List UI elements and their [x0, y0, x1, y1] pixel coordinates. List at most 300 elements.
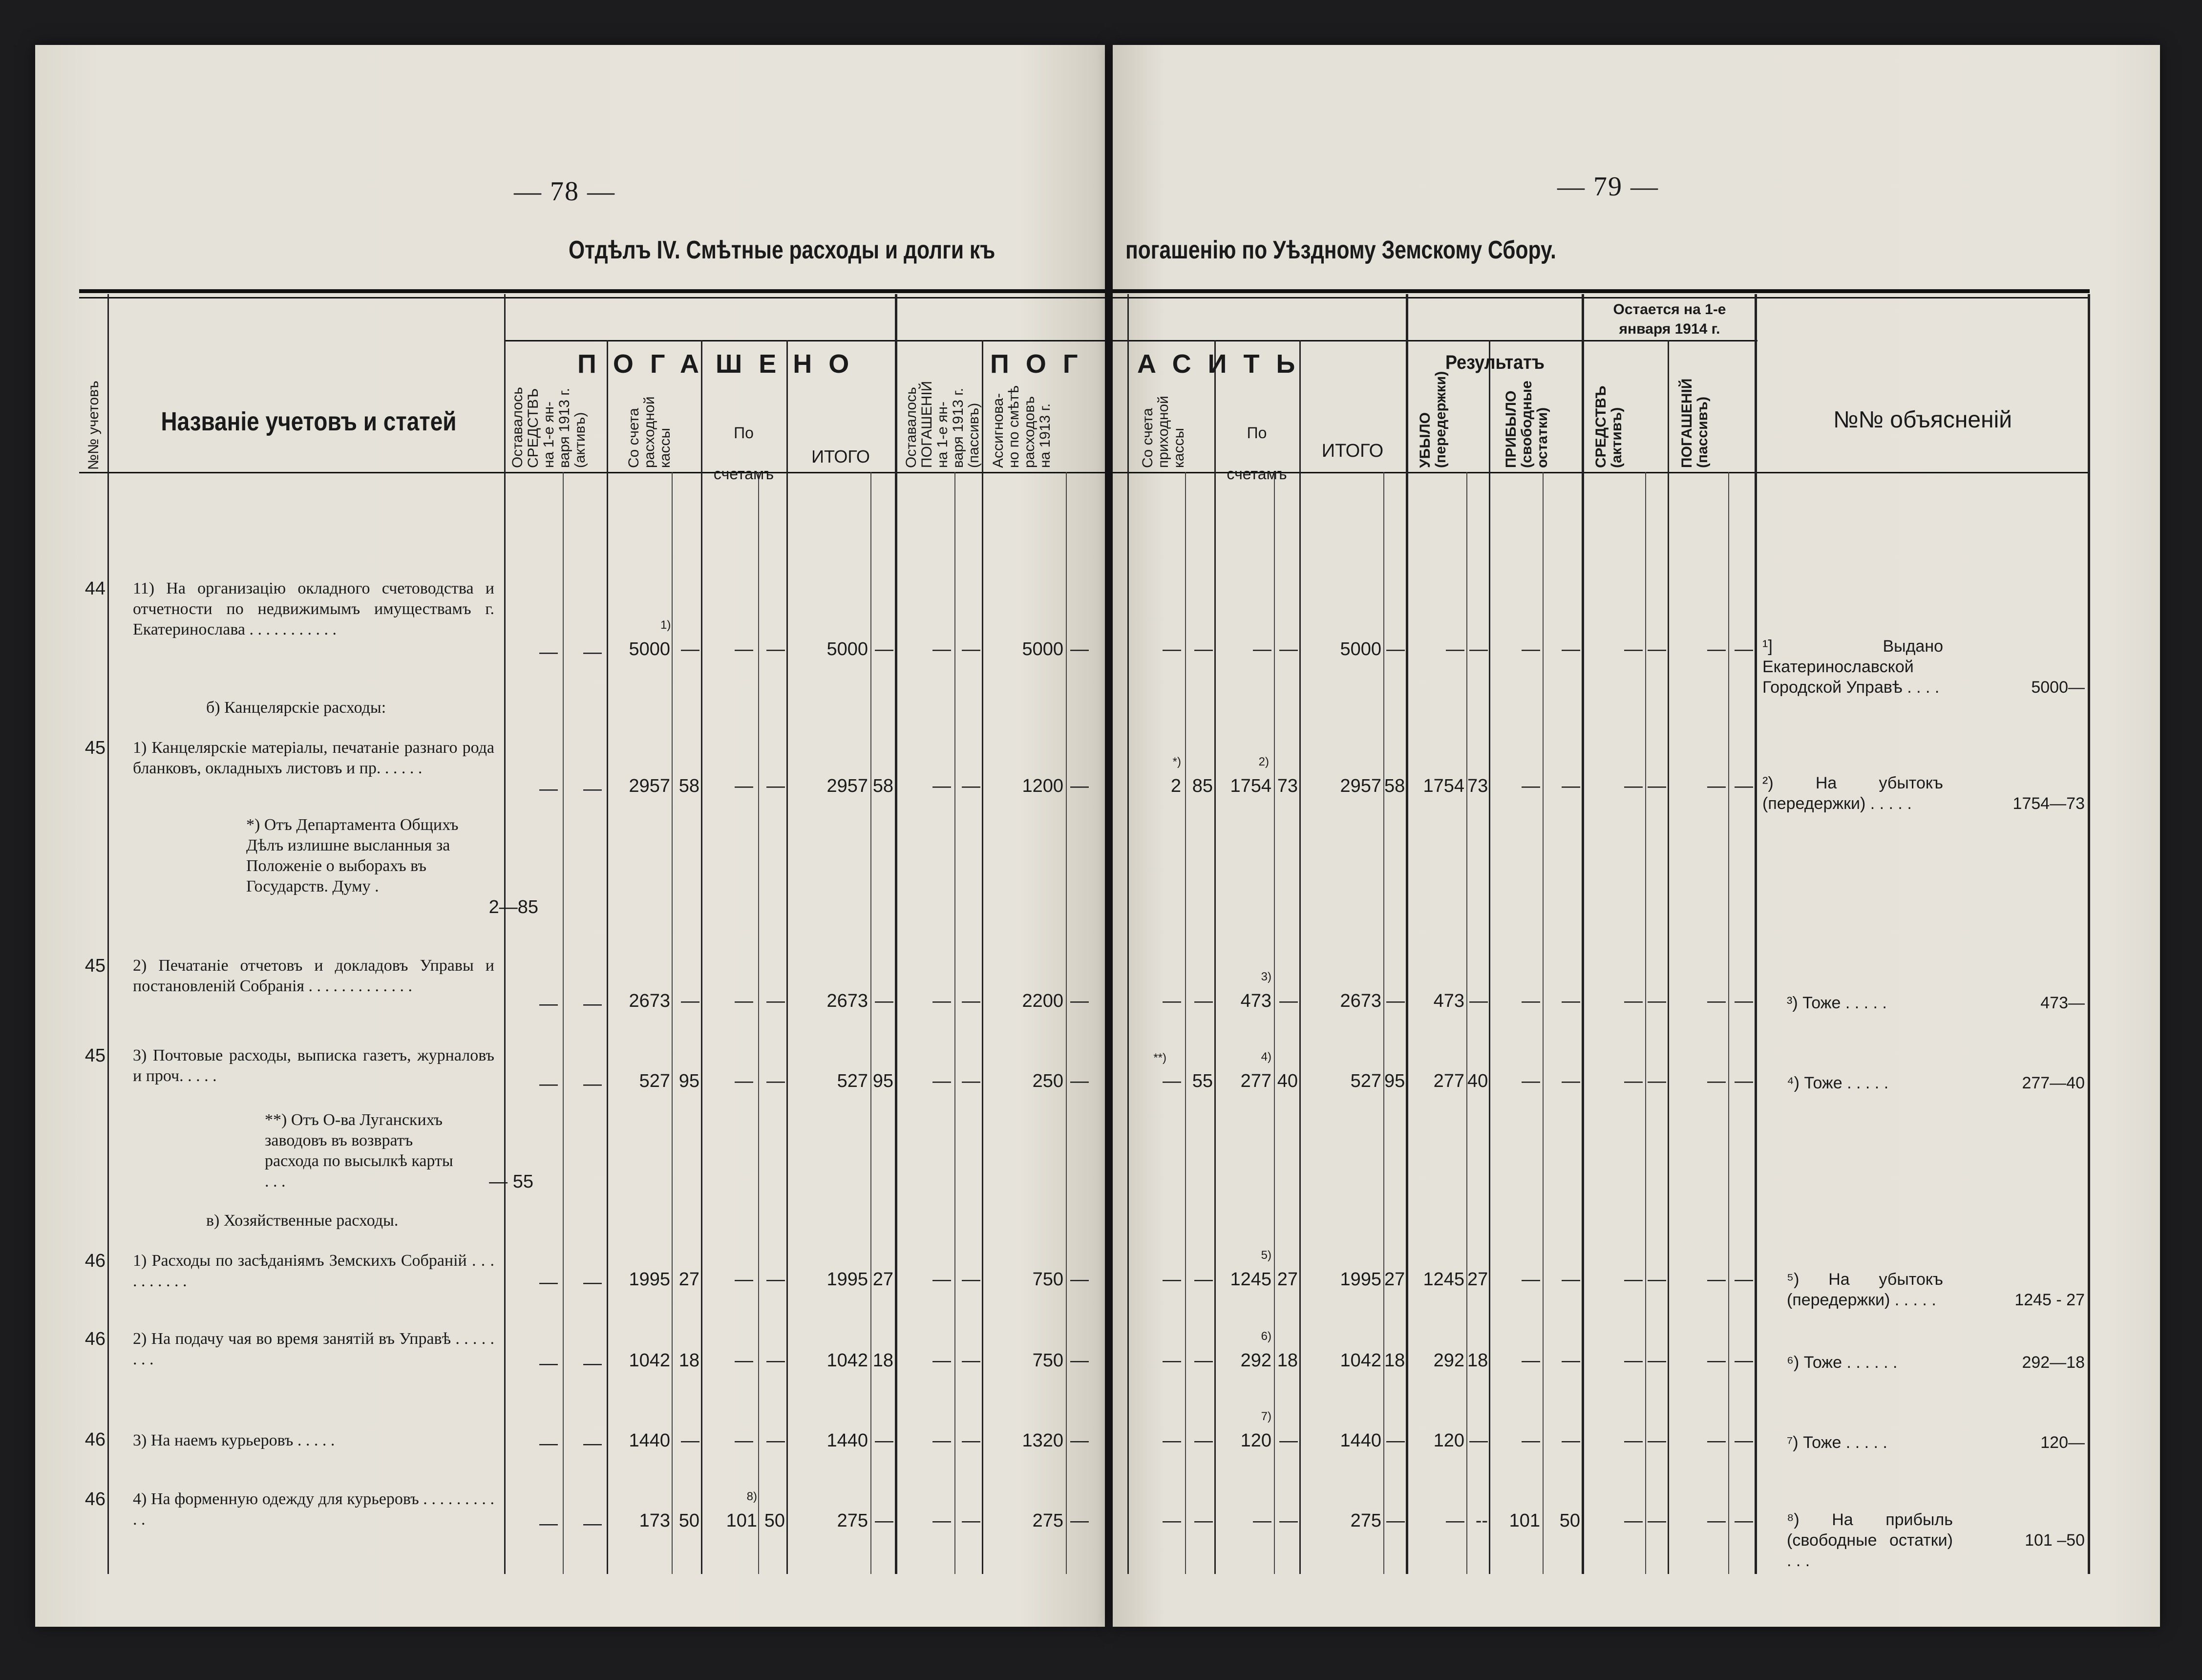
col-line	[1466, 472, 1467, 1574]
cell-kassa: 5000	[629, 639, 670, 659]
cell-kassa-k: 58	[678, 776, 699, 796]
header-po: По	[734, 424, 754, 442]
col-line	[982, 340, 983, 1574]
row-num: 46	[85, 1489, 106, 1510]
explanation-amount: 1245 - 27	[2014, 1291, 2085, 1309]
cell-itogo-k: —	[1386, 1430, 1405, 1451]
cell-sch: 120	[1240, 1430, 1271, 1451]
cell-sch: —	[1253, 1510, 1271, 1531]
cell-pg: —	[1707, 776, 1726, 796]
cell-pg-k: —	[1735, 1269, 1753, 1290]
cell-assign-k: —	[1070, 1510, 1089, 1531]
row-text: 1) Канцелярскіе матеріалы, печатаніе разнаго рода бланковъ, окладныхъ листовъ и пр. . . . . .	[133, 739, 494, 777]
cell-c1: —	[539, 994, 558, 1014]
cell-pr: —	[1522, 991, 1540, 1011]
cell-c2: —	[583, 1272, 602, 1293]
cell-pg: —	[1707, 1269, 1726, 1290]
page-number: — 79 —	[1557, 171, 1659, 202]
note-amount: — 55	[489, 1171, 533, 1192]
cell-c1: —	[539, 1513, 558, 1534]
cell-kassa-k: 55	[1192, 1071, 1213, 1091]
cell-assign: 2200	[1022, 991, 1063, 1011]
cell-kassa-k: —	[1194, 991, 1213, 1011]
cell-pas-k: —	[962, 1269, 980, 1290]
col-line	[954, 472, 955, 1574]
cell-sch: —	[735, 1430, 753, 1451]
cell-kassa: —	[1163, 1350, 1181, 1371]
cell-kassa: 527	[639, 1071, 670, 1091]
explanation: ³) Тоже . . . . .	[1787, 994, 1887, 1012]
row-num: 46	[85, 1251, 106, 1271]
cell-c2: —	[583, 1513, 602, 1534]
col-line	[1127, 294, 1129, 1574]
cell-pg-k: —	[1735, 1430, 1753, 1451]
cell-itogo-k: 95	[1384, 1071, 1405, 1091]
cell-sch-k: 40	[1277, 1071, 1298, 1091]
cell-sch: 277	[1240, 1071, 1271, 1091]
cell-assign-k: —	[1070, 1269, 1089, 1290]
top-rule-thin	[79, 297, 1105, 298]
cell-kassa-k: 85	[1192, 776, 1213, 796]
cell-assign: 5000	[1022, 639, 1063, 659]
explanation: ⁸) На прибыль (свободные остатки) . . .	[1787, 1510, 1953, 1570]
cell-c1: —	[539, 1074, 558, 1094]
cell-sch-k: 73	[1277, 776, 1298, 796]
cell-sch: 1754	[1230, 776, 1271, 796]
header-num: №№ учетовъ	[85, 381, 102, 470]
explanation-amount: 1754—73	[2012, 794, 2085, 813]
header-ostavalos-pogash: Оставалось ПОГАШЕНІЙ на 1-е ян- варя 1913 г. (пассивъ)	[903, 381, 982, 468]
cell-pr: 101	[1509, 1510, 1540, 1531]
cell-pas-k: —	[962, 1350, 980, 1371]
cell-c1: —	[539, 642, 558, 662]
cell-pg: —	[1707, 1350, 1726, 1371]
row-text: 2) Печатаніе отчетовъ и докладовъ Управы и постановленій Собранія . . . . . . . . . . . . .	[133, 957, 494, 995]
cell-ub: 277	[1433, 1071, 1464, 1091]
header-po: По	[1247, 424, 1267, 442]
cell-sch: —	[735, 639, 753, 659]
cell-pr-k: —	[1562, 639, 1580, 659]
header-so-scheta: Со счета приходной кассы	[1140, 396, 1187, 468]
cell-pas: —	[932, 991, 951, 1011]
header-pogash: ПОГАШЕНІЙ (пассивъ)	[1679, 378, 1711, 468]
cell-pr-k: —	[1562, 1430, 1580, 1451]
col-line	[1645, 472, 1646, 1574]
cell-assign: 750	[1032, 1350, 1063, 1371]
cell-sch: 473	[1240, 991, 1271, 1011]
explanation-amount: 101 –50	[2025, 1531, 2085, 1550]
cell-sch-k: —	[766, 639, 785, 659]
cell-pas: —	[932, 1071, 951, 1091]
header-name: Названіе учетовъ и статей	[161, 407, 457, 436]
cell-pas: —	[932, 1510, 951, 1531]
cell-itogo: 2673	[1340, 991, 1381, 1011]
explanation-amount: 120—	[2040, 1433, 2085, 1452]
cell-ub: 1245	[1423, 1269, 1464, 1290]
cell-c2: —	[583, 779, 602, 799]
cell-sr: —	[1624, 1269, 1643, 1290]
cell-kassa: 1440	[629, 1430, 670, 1451]
cell-pas-k: —	[962, 776, 980, 796]
cell-itogo-k: —	[875, 1430, 893, 1451]
cell-sr-k: —	[1648, 1269, 1666, 1290]
cell-sch-k: —	[766, 1269, 785, 1290]
cell-sch-k: —	[1279, 1510, 1298, 1531]
col-line	[895, 294, 897, 1574]
row-text: 3) На наемъ курьеровъ . . . . .	[133, 1431, 335, 1449]
cell-sch-k: —	[1279, 1430, 1298, 1451]
cell-sch-k: —	[1279, 991, 1298, 1011]
cell-pg: —	[1707, 991, 1726, 1011]
col-line	[758, 472, 759, 1574]
cell-ub: 1754	[1423, 776, 1464, 796]
cell-sch-k: 27	[1277, 1269, 1298, 1290]
col-line	[1214, 340, 1216, 1574]
cell-pr-k: 50	[1559, 1510, 1580, 1531]
cell-ub: —	[1446, 1510, 1464, 1531]
cell-ub-k: —	[1469, 639, 1488, 659]
cell-kassa-k: 27	[678, 1269, 699, 1290]
cell-kassa: —	[1163, 1430, 1181, 1451]
cell-kassa: —	[1163, 639, 1181, 659]
cell-sr-k: —	[1648, 991, 1666, 1011]
cell-ub-k: 27	[1467, 1269, 1488, 1290]
col-line	[1755, 294, 1757, 1574]
header-ostaetsya: Остается на 1-е января 1914 г.	[1613, 301, 1726, 337]
cell-itogo: 2957	[826, 776, 868, 796]
row-num: 44	[85, 578, 106, 599]
header-schetam: счетамъ	[1227, 465, 1287, 483]
top-rule-thin	[1113, 297, 2090, 298]
note-text: **) Отъ О-ва Луганскихъ заводовъ въ возвратъ расхода по высылкѣ карты . . .	[265, 1111, 453, 1191]
cell-pg: —	[1707, 1510, 1726, 1531]
cell-itogo: 275	[837, 1510, 868, 1531]
cell-sch: —	[735, 991, 753, 1011]
cell-ub: —	[1446, 639, 1464, 659]
cell-sr: —	[1624, 1430, 1643, 1451]
footnote-mark: 8)	[746, 1490, 757, 1503]
cell-sch-k: —	[766, 1071, 785, 1091]
note-amount: 2—85	[488, 897, 538, 917]
cell-kassa: —	[1163, 1071, 1181, 1091]
row-num: 45	[85, 1045, 106, 1066]
cell-sch-k: —	[766, 1350, 785, 1371]
banner-rule	[504, 340, 1105, 341]
cell-kassa: 173	[639, 1510, 670, 1531]
cell-itogo: 275	[1350, 1510, 1381, 1531]
cell-pas: —	[932, 776, 951, 796]
cell-itogo: 2957	[1340, 776, 1381, 796]
cell-ub-k: --	[1475, 1510, 1488, 1531]
cell-sch: 292	[1240, 1350, 1271, 1371]
row-text: 2) На подачу чая во время занятій въ Управѣ . . . . . . . .	[133, 1330, 494, 1368]
cell-sr: —	[1624, 1510, 1643, 1531]
footnote-mark: **)	[1153, 1051, 1166, 1064]
cell-kassa-k: —	[1194, 639, 1213, 659]
cell-ub-k: 73	[1467, 776, 1488, 796]
cell-itogo: 1440	[826, 1430, 868, 1451]
cell-pas: —	[932, 1350, 951, 1371]
cell-sch-k: 18	[1277, 1350, 1298, 1371]
cell-assign: 275	[1032, 1510, 1063, 1531]
col-line	[701, 340, 702, 1574]
explanation: ⁵) На убытокъ (передержки) . . . . .	[1787, 1270, 1943, 1309]
cell-pr: —	[1522, 639, 1540, 659]
header-rezultat: Результатъ	[1445, 352, 1545, 373]
cell-sr: —	[1624, 776, 1643, 796]
cell-kassa-k: —	[1194, 1269, 1213, 1290]
cell-kassa-k: 50	[678, 1510, 699, 1531]
top-rule	[1113, 289, 2090, 293]
cell-ub-k: 40	[1467, 1071, 1488, 1091]
col-line	[1406, 294, 1408, 1574]
cell-itogo-k: —	[875, 991, 893, 1011]
cell-pg-k: —	[1735, 1071, 1753, 1091]
row-text: 1) Расходы по засѣданіямъ Земскихъ Собраній . . . . . . . . . .	[133, 1252, 494, 1290]
cell-itogo: 5000	[1340, 639, 1381, 659]
cell-pr-k: —	[1562, 991, 1580, 1011]
cell-kassa: 2957	[629, 776, 670, 796]
cell-sr-k: —	[1648, 1350, 1666, 1371]
cell-pr: —	[1522, 1071, 1540, 1091]
cell-pr-k: —	[1562, 1071, 1580, 1091]
footnote-mark: 2)	[1258, 755, 1269, 768]
cell-itogo: 527	[837, 1071, 868, 1091]
cell-kassa-k: —	[1194, 1510, 1213, 1531]
cell-pg-k: —	[1735, 1510, 1753, 1531]
row-num: 46	[85, 1429, 106, 1450]
cell-pr: —	[1522, 1269, 1540, 1290]
cell-itogo-k: —	[1386, 991, 1405, 1011]
cell-sch-k: —	[766, 991, 785, 1011]
cell-pr-k: —	[1562, 1269, 1580, 1290]
cell-itogo: 1995	[826, 1269, 868, 1290]
explanation: ⁶) Тоже . . . . . .	[1787, 1353, 1898, 1372]
cell-assign-k: —	[1070, 1071, 1089, 1091]
cell-kassa: —	[1163, 1510, 1181, 1531]
cell-pg-k: —	[1735, 776, 1753, 796]
cell-kassa-k: —	[1194, 1350, 1213, 1371]
header-schetam: счетамъ	[713, 465, 774, 483]
cell-kassa: 2673	[629, 991, 670, 1011]
header-assign: Ассигнова- но по смѣтѣ расходовъ на 1913 г.	[990, 385, 1053, 468]
cell-kassa-k: —	[681, 639, 699, 659]
cell-sr-k: —	[1648, 1510, 1666, 1531]
cell-sch: —	[735, 1269, 753, 1290]
col-line	[107, 294, 109, 1574]
cell-c1: —	[539, 779, 558, 799]
cell-itogo-k: 27	[1384, 1269, 1405, 1290]
explanation: ²) На убытокъ (передержки) . . . . .	[1762, 774, 1943, 813]
cell-sch-k: —	[766, 776, 785, 796]
col-line	[504, 294, 506, 1574]
cell-pas: —	[932, 1269, 951, 1290]
cell-c1: —	[539, 1272, 558, 1293]
cell-kassa-k: 18	[678, 1350, 699, 1371]
explanation: ⁷) Тоже . . . . .	[1787, 1433, 1887, 1452]
cell-sr-k: —	[1648, 1071, 1666, 1091]
cell-c2: —	[583, 1433, 602, 1454]
explanation: ¹] Выдано Екатеринославской Городской Управѣ . . . .	[1762, 637, 1943, 697]
cell-pr-k: —	[1562, 1350, 1580, 1371]
cell-itogo-k: —	[875, 1510, 893, 1531]
cell-sch-k: —	[1279, 639, 1298, 659]
page-number: — 78 —	[514, 176, 615, 207]
left-page	[35, 45, 1105, 1627]
row-text: 4) На форменную одежду для курьеровъ . . . . . . . . . . .	[133, 1490, 494, 1529]
row-num: 46	[85, 1329, 106, 1349]
cell-pr-k: —	[1562, 776, 1580, 796]
cell-c2: —	[583, 1353, 602, 1374]
col-line	[1543, 472, 1544, 1574]
explanation-amount: 473—	[2040, 994, 2085, 1012]
footnote-mark: 6)	[1261, 1330, 1271, 1343]
row-num: 45	[85, 738, 106, 758]
cell-assign-k: —	[1070, 1350, 1089, 1371]
cell-pas-k: —	[962, 1071, 980, 1091]
cell-kassa-k: —	[681, 1430, 699, 1451]
cell-sr-k: —	[1648, 776, 1666, 796]
cell-pas: —	[932, 639, 951, 659]
cell-sr-k: —	[1648, 639, 1666, 659]
footnote-mark: 4)	[1261, 1050, 1271, 1063]
cell-pr: —	[1522, 1350, 1540, 1371]
cell-assign-k: —	[1070, 776, 1089, 796]
cell-pr: —	[1522, 1430, 1540, 1451]
cell-itogo-k: 58	[1384, 776, 1405, 796]
header-itogo: ИТОГО	[811, 447, 870, 467]
cell-pg-k: —	[1735, 639, 1753, 659]
cell-sr: —	[1624, 1350, 1643, 1371]
cell-pas-k: —	[962, 991, 980, 1011]
cell-ub-k: —	[1469, 991, 1488, 1011]
cell-pas: —	[932, 1430, 951, 1451]
cell-ub: 292	[1433, 1350, 1464, 1371]
cell-sr: —	[1624, 1071, 1643, 1091]
col-line	[1383, 472, 1384, 1574]
footnote-mark: 7)	[1261, 1410, 1271, 1423]
cell-itogo-k: —	[1386, 1510, 1405, 1531]
cell-c1: —	[539, 1353, 558, 1374]
col-line	[1489, 340, 1490, 1574]
cell-c2: —	[583, 1074, 602, 1094]
explanation-amount: 277—40	[2022, 1074, 2085, 1092]
cell-kassa-k: —	[1194, 1430, 1213, 1451]
banner-pog: ПОГ	[990, 349, 1095, 379]
cell-assign: 250	[1032, 1071, 1063, 1091]
footnote-mark: 3)	[1261, 970, 1271, 983]
col-line	[870, 472, 871, 1574]
cell-sch: 101	[726, 1510, 757, 1531]
cell-c1: —	[539, 1433, 558, 1454]
header-so-scheta: Со счета расходной кассы	[626, 396, 673, 468]
cell-assign: 1200	[1022, 776, 1063, 796]
row-num: 45	[85, 956, 106, 976]
right-page	[1113, 45, 2160, 1627]
cell-kassa: 1995	[629, 1269, 670, 1290]
col-line	[1185, 472, 1186, 1574]
col-line	[786, 340, 788, 1574]
cell-itogo: 1042	[1340, 1350, 1381, 1371]
explanation: ⁴) Тоже . . . . .	[1787, 1074, 1889, 1092]
cell-ub: 120	[1433, 1430, 1464, 1451]
footnote-mark: 1)	[660, 618, 671, 632]
cell-assign-k: —	[1070, 991, 1089, 1011]
cell-kassa: —	[1163, 1269, 1181, 1290]
note-text: *) Отъ Департамента Общихъ Дѣлъ излишне высланныя за Положеніе о выборахъ въ Государств. Думу .	[246, 816, 459, 895]
cell-c2: —	[583, 642, 602, 662]
cell-sr: —	[1624, 639, 1643, 659]
cell-itogo: 527	[1350, 1071, 1381, 1091]
cell-pas-k: —	[962, 1430, 980, 1451]
col-line	[607, 340, 608, 1574]
cell-itogo-k: 18	[1384, 1350, 1405, 1371]
cell-itogo: 5000	[826, 639, 868, 659]
cell-pg: —	[1707, 1071, 1726, 1091]
cell-pas-k: —	[962, 1510, 980, 1531]
cell-kassa-k: 95	[678, 1071, 699, 1091]
cell-kassa-k: —	[681, 991, 699, 1011]
header-sredstv: СРЕДСТВЪ (активъ)	[1593, 385, 1625, 468]
cell-assign-k: —	[1070, 639, 1089, 659]
col-line	[1728, 472, 1729, 1574]
cell-itogo: 2673	[826, 991, 868, 1011]
cell-itogo-k: —	[1386, 639, 1405, 659]
footnote-mark: 5)	[1261, 1249, 1271, 1262]
header-ubylo: УБЫЛО (передержки)	[1417, 371, 1449, 468]
cell-sch: —	[735, 1350, 753, 1371]
cell-itogo: 1440	[1340, 1430, 1381, 1451]
header-bottom-rule	[79, 472, 1105, 473]
section-title-right: погашенію по Уѣздному Земскому Сбору.	[1125, 236, 1556, 264]
row-text: 3) Почтовые расходы, выписка газетъ, журналовъ и проч. . . . .	[133, 1046, 494, 1085]
banner-pogasheno: ПОГАШЕНО	[577, 349, 866, 379]
cell-sr-k: —	[1648, 1430, 1666, 1451]
row-text: 11) На организацію окладного счетоводства и отчетности по недвижимымъ имуществамъ г. Екатеринослава . . . . . . . . . . .	[133, 579, 494, 638]
banner-asit: АСИТЬ	[1137, 349, 1312, 379]
cell-itogo: 1042	[826, 1350, 868, 1371]
cell-itogo-k: —	[875, 639, 893, 659]
cell-ub-k: —	[1469, 1430, 1488, 1451]
header-ostavalos-sredstv: Оставалось СРЕДСТВЪ на 1-е ян- варя 1913 г. (активъ)	[509, 387, 588, 468]
cell-itogo-k: 27	[872, 1269, 893, 1290]
cell-pas-k: —	[962, 639, 980, 659]
col-line	[1582, 294, 1584, 1574]
cell-sch: —	[735, 776, 753, 796]
top-rule	[79, 289, 1105, 293]
col-line	[672, 472, 673, 1574]
cell-assign: 750	[1032, 1269, 1063, 1290]
cell-kassa: 2	[1170, 776, 1181, 796]
header-obyasn: №№ объясненій	[1833, 407, 2012, 433]
cell-pg: —	[1707, 639, 1726, 659]
cell-kassa: 1042	[629, 1350, 670, 1371]
cell-itogo-k: 95	[872, 1071, 893, 1091]
cell-itogo-k: 58	[872, 776, 893, 796]
explanation-amount: 5000—	[2031, 678, 2085, 697]
col-line	[1274, 472, 1275, 1574]
cell-ub-k: 18	[1467, 1350, 1488, 1371]
section-title-left: Отдѣлъ IV. Смѣтные расходы и долги къ	[569, 236, 995, 264]
cell-sr: —	[1624, 991, 1643, 1011]
subheading: в) Хозяйственные расходы.	[206, 1212, 399, 1230]
cell-sch: —	[1253, 639, 1271, 659]
cell-sch: —	[735, 1071, 753, 1091]
cell-c2: —	[583, 994, 602, 1014]
cell-assign: 1320	[1022, 1430, 1063, 1451]
footnote-mark: *)	[1172, 755, 1181, 768]
cell-pg-k: —	[1735, 1350, 1753, 1371]
